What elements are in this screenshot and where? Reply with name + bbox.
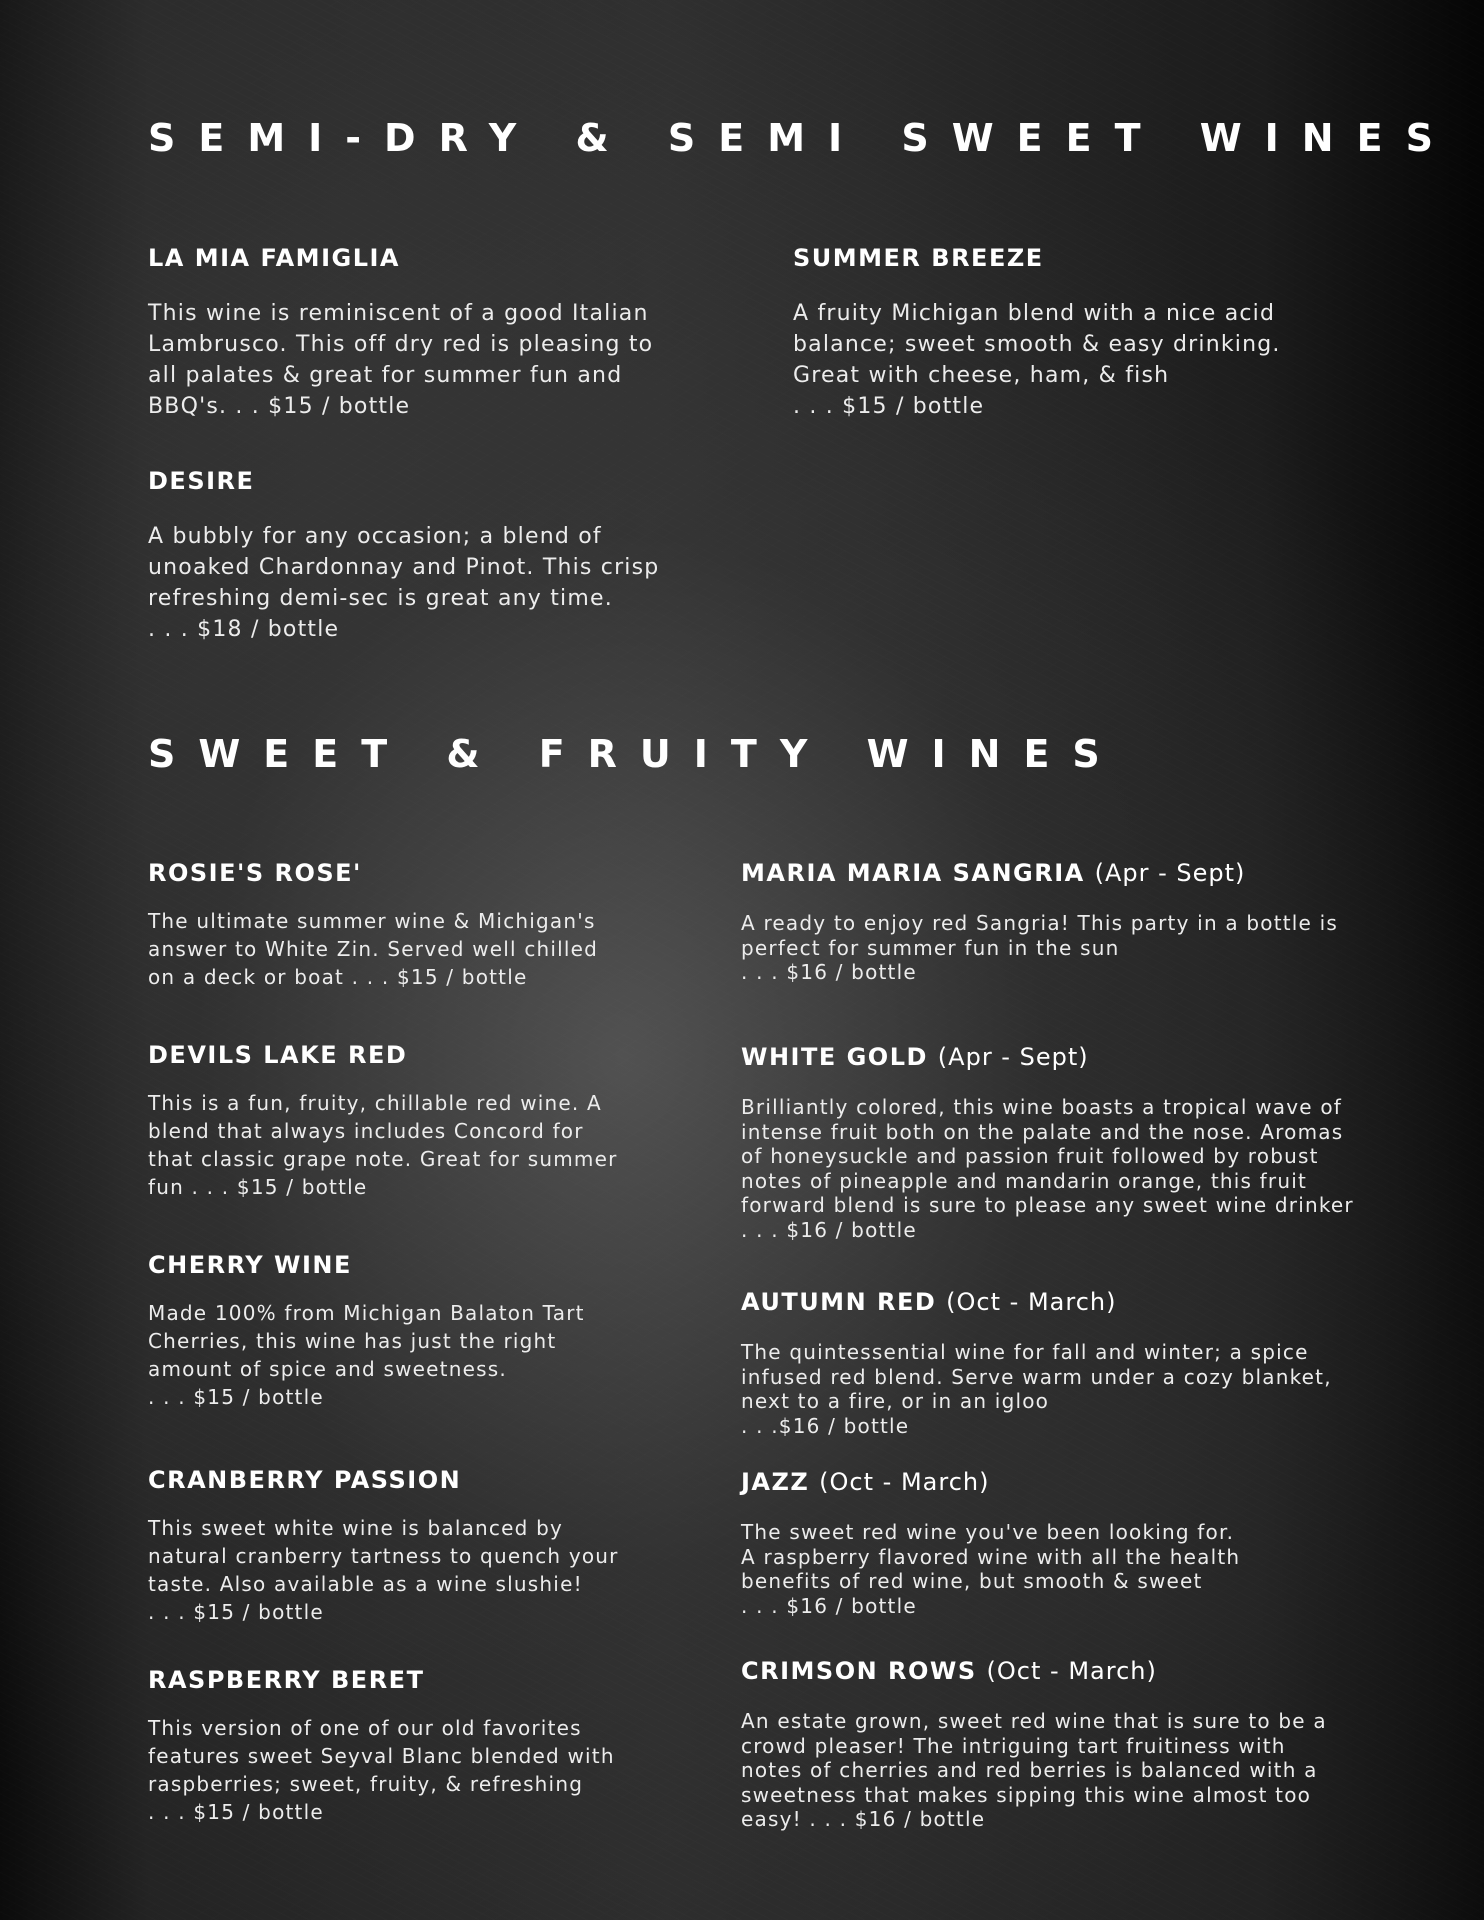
wine-description-line: intense fruit both on the palate and the nose. Aromas <box>741 1119 1344 1144</box>
wine-name-text: JAZZ <box>741 1468 810 1496</box>
wine-item-desire <box>148 467 668 645</box>
wine-description-line: This sweet white wine is balanced by <box>148 1516 564 1540</box>
wine-description-line: The sweet red wine you've been looking for. <box>741 1520 1235 1544</box>
wine-price-line: . . . $16 / bottle <box>741 1217 917 1242</box>
wine-item-maria-maria-sangria <box>741 859 1381 985</box>
wine-description-line: balance; sweet smooth & easy drinking. <box>793 332 1281 357</box>
wine-name-text: AUTUMN RED <box>741 1288 937 1316</box>
wine-price-line: . . . $15 / bottle <box>793 394 985 419</box>
wine-description-line: Brilliantly colored, this wine boasts a tropical wave of <box>741 1095 1343 1119</box>
wine-price-line: . . . $16 / bottle <box>741 1593 917 1618</box>
wine-description-line: taste. Also available as a wine slushie! <box>148 1572 583 1596</box>
wine-price-line: . . . $15 / bottle <box>148 1800 324 1824</box>
wine-description-line: A bubbly for any occasion; a blend of <box>148 524 602 549</box>
wine-description-line: The quintessential wine for fall and winter; a spice <box>741 1340 1309 1364</box>
wine-description-line: A raspberry flavored wine with all the health <box>741 1544 1241 1569</box>
wine-description-line: notes of cherries and red berries is balanced with a <box>741 1758 1318 1782</box>
wine-item-cherry-wine <box>148 1251 668 1411</box>
wine-season: (Oct - March) <box>986 1657 1157 1685</box>
wine-description-line: The ultimate summer wine & Michigan's <box>148 909 596 933</box>
wine-name <box>741 1657 1381 1685</box>
wine-price-line: BBQ's. . . $15 / bottle <box>148 394 411 419</box>
wine-price-line: easy! . . . $16 / bottle <box>741 1807 986 1831</box>
wine-name: CRANBERRY PASSION <box>148 1466 462 1494</box>
wine-description-line: This wine is reminiscent of a good Italian <box>148 301 649 326</box>
wine-price-line: . . . $15 / bottle <box>148 1600 324 1624</box>
wine-season: (Apr - Sept) <box>937 1043 1089 1071</box>
wine-description-line: raspberries; sweet, fruity, & refreshing <box>148 1772 584 1796</box>
wine-description-line: features sweet Seyval Blanc blended with <box>148 1744 615 1768</box>
wine-item-summer-breeze <box>793 244 1313 422</box>
wine-price-line: . . .$16 / bottle <box>741 1413 910 1438</box>
wine-item-la-mia-famiglia <box>148 244 668 422</box>
wine-price-line: fun . . . $15 / bottle <box>148 1175 368 1199</box>
wine-name: ROSIE'S ROSE' <box>148 859 362 887</box>
wine-item-autumn-red <box>741 1288 1381 1438</box>
wine-name: DESIRE <box>148 467 255 495</box>
wine-item-rosies-rose <box>148 859 668 991</box>
wine-description-line: This version of one of our old favorites <box>148 1716 582 1740</box>
wine-description-line: forward blend is sure to please any sweet wine drinker <box>741 1193 1354 1217</box>
wine-name: CHERRY WINE <box>148 1251 352 1279</box>
wine-item-jazz <box>741 1468 1381 1618</box>
wine-description-line: benefits of red wine, but smooth & sweet <box>741 1569 1203 1593</box>
wine-description-line: Lambrusco. This off dry red is pleasing to <box>148 332 654 357</box>
wine-description-line: Great with cheese, ham, & fish <box>793 363 1170 388</box>
wine-description-line: next to a fire, or in an igloo <box>741 1389 1050 1413</box>
wine-season: (Oct - March) <box>819 1468 990 1496</box>
wine-description-line: Cherries, this wine has just the right <box>148 1329 557 1353</box>
wine-name <box>741 859 1381 887</box>
wine-description-line: that classic grape note. Great for summer <box>148 1147 618 1171</box>
wine-item-crimson-rows <box>741 1657 1381 1832</box>
wine-description-line: Made 100% from Michigan Balaton Tart <box>148 1301 585 1325</box>
wine-description-line: amount of spice and sweetness. <box>148 1357 507 1381</box>
wine-item-white-gold <box>741 1043 1381 1242</box>
wine-description-line: natural cranberry tartness to quench your <box>148 1544 619 1568</box>
wine-description-line: of honeysuckle and passion fruit followed by robust <box>741 1144 1319 1168</box>
wine-description-line: all palates & great for summer fun and <box>148 363 623 388</box>
section-title-sweet-fruity: SWEET & FRUITY WINES <box>148 732 1123 776</box>
wine-description-line: sweetness that makes sipping this wine almost too <box>741 1782 1312 1807</box>
wine-price-line: . . . $18 / bottle <box>148 617 340 642</box>
wine-price-line: . . . $16 / bottle <box>741 960 917 984</box>
wine-name: LA MIA FAMIGLIA <box>148 244 400 272</box>
wine-description-line: An estate grown, sweet red wine that is sure to be a <box>741 1709 1327 1733</box>
wine-price-line: on a deck or boat . . . $15 / bottle <box>148 965 528 989</box>
wine-price-line: . . . $15 / bottle <box>148 1385 324 1409</box>
wine-name-text: MARIA MARIA SANGRIA <box>741 859 1085 887</box>
wine-name <box>741 1043 1381 1071</box>
wine-season: (Oct - March) <box>946 1288 1117 1316</box>
wine-item-devils-lake-red <box>148 1041 668 1201</box>
wine-name <box>741 1288 1381 1316</box>
wine-description-line: answer to White Zin. Served well chilled <box>148 937 599 961</box>
wine-description-line: notes of pineapple and mandarin orange, this fruit <box>741 1168 1308 1193</box>
wine-name: DEVILS LAKE RED <box>148 1041 408 1069</box>
wine-description-line: blend that always includes Concord for <box>148 1119 584 1143</box>
wine-season: (Apr - Sept) <box>1094 859 1246 887</box>
wine-description-line: unoaked Chardonnay and Pinot. This crisp <box>148 555 660 580</box>
wine-name-text: CRIMSON ROWS <box>741 1657 977 1685</box>
wine-item-cranberry-passion <box>148 1466 668 1626</box>
section-title-semi-dry: SEMI-DRY & SEMI SWEET WINES <box>148 116 1456 160</box>
wine-name: RASPBERRY BERET <box>148 1666 425 1694</box>
wine-name-text: WHITE GOLD <box>741 1043 928 1071</box>
wine-name <box>741 1468 1381 1496</box>
wine-name: SUMMER BREEZE <box>793 244 1044 272</box>
wine-description-line: infused red blend. Serve warm under a cozy blanket, <box>741 1364 1332 1389</box>
wine-description-line: perfect for summer fun in the sun <box>741 935 1120 960</box>
wine-description-line: This is a fun, fruity, chillable red wine. A <box>148 1091 602 1115</box>
wine-description-line: A fruity Michigan blend with a nice acid <box>793 301 1276 326</box>
wine-description-line: A ready to enjoy red Sangria! This party in a bottle is <box>741 911 1338 935</box>
wine-item-raspberry-beret <box>148 1666 668 1826</box>
wine-description-line: refreshing demi-sec is great any time. <box>148 586 613 611</box>
wine-description-line: crowd pleaser! The intriguing tart fruitiness with <box>741 1733 1286 1758</box>
